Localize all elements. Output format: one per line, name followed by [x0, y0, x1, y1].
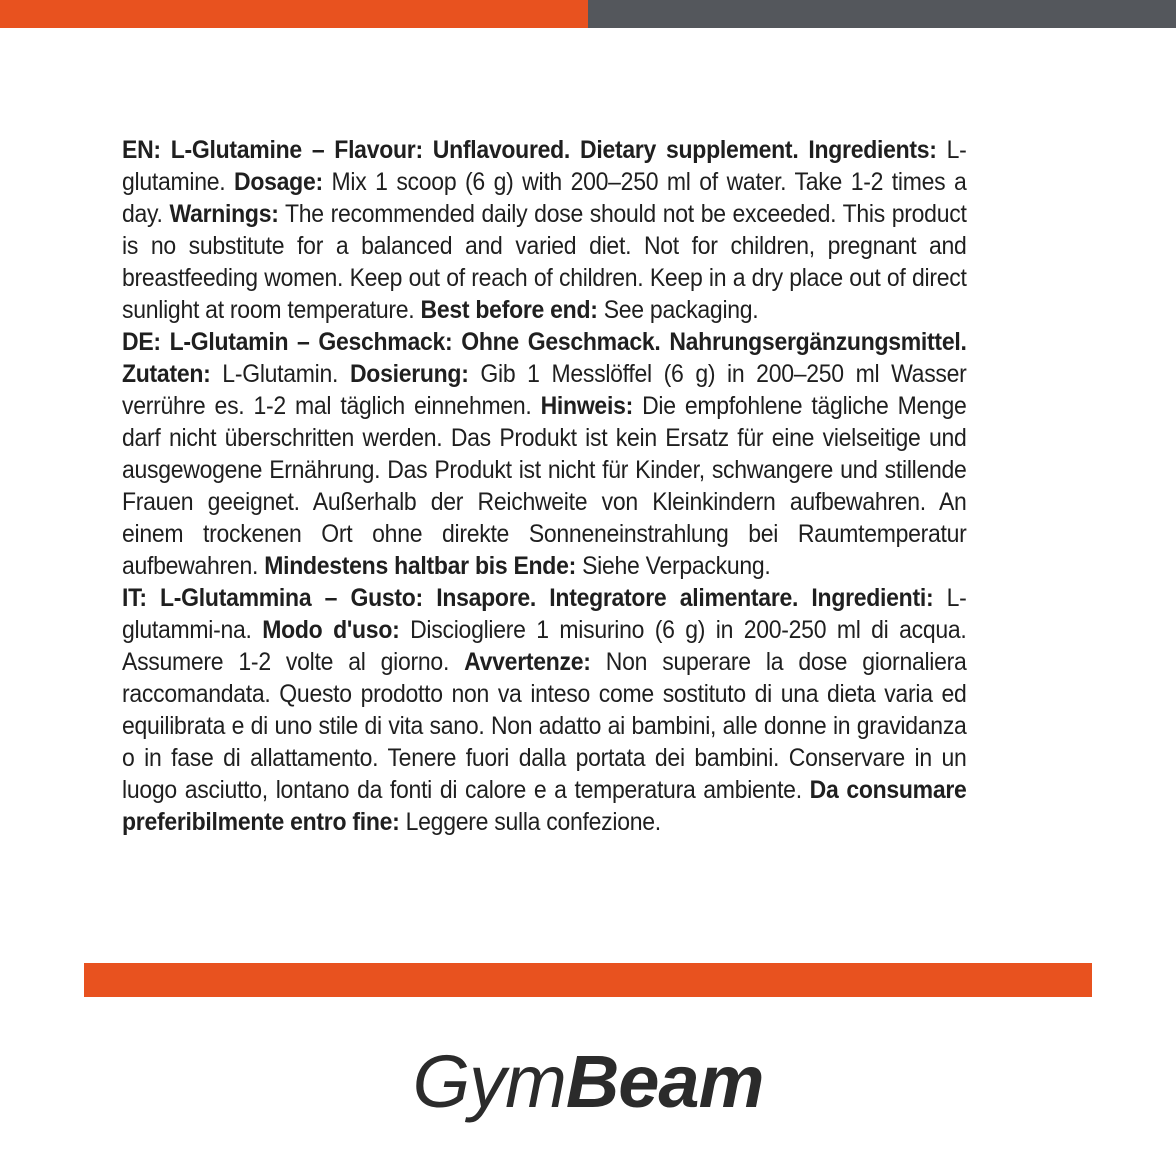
it-warnings-label: Avvertenze: [464, 648, 591, 676]
top-orange-bar [0, 0, 588, 28]
it-dosage-label: Modo d'uso: [262, 616, 400, 644]
label-section-de [122, 326, 967, 582]
product-label-text [122, 134, 967, 838]
en-best-before-label: Best before end: [420, 296, 598, 324]
en-warnings: The recommended daily dose should not be exceeded. This product is no substitute for a balanced and varied diet. Not for children, pregnant and breastfeeding women. Keep out of reach of children. Keep in a dry place out of direct sunlight at room temperature. [122, 200, 967, 324]
de-warnings: Die empfohlene tägliche Menge darf nicht überschritten werden. Das Produkt ist kein Ersatz für eine vielseitige und ausgewogene Ernährung. Das Produkt ist nicht für Kinder, schwangere und stillende Frauen geeignet. Außerhalb der Reichweite von Kleinkindern aufbewahren. An einem trockenen Ort ohne direkte Sonneneinstrahlung bei Raumtemperatur aufbewahren. [122, 392, 967, 580]
en-heading: EN: L-Glutamine – Flavour: Unflavoured. Dietary supplement. Ingredients: [122, 136, 937, 164]
bottom-orange-bar [84, 963, 1092, 997]
it-heading: IT: L-Glutammina – Gusto: Insapore. Integratore alimentare. Ingredienti: [122, 584, 934, 612]
logo-gym: Gym [412, 1040, 566, 1123]
en-warnings-label: Warnings: [169, 200, 279, 228]
de-best-before: Siehe Verpackung. [575, 552, 771, 580]
en-dosage-label: Dosage: [234, 168, 323, 196]
de-dosage-label: Dosierung: [349, 360, 469, 388]
gymbeam-logo [0, 1032, 1176, 1132]
en-dosage: Mix 1 scoop (6 g) with 200–250 ml of water. Take 1-2 times a day. [122, 168, 967, 228]
logo-beam: Beam [565, 1040, 764, 1123]
de-dosage: Gib 1 Messlöffel (6 g) in 200–250 ml Wasser verrühre es. 1-2 mal täglich einnehmen. [122, 360, 967, 420]
de-warnings-label: Hinweis: [540, 392, 633, 420]
de-heading: DE: L-Glutamin – Geschmack: Ohne Geschmack. Nahrungsergänzungsmittel. Zutaten: [122, 328, 967, 388]
de-best-before-label: Mindestens haltbar bis Ende: [264, 552, 576, 580]
en-best-before: See packaging. [597, 296, 759, 324]
it-ingredients: L-glutammi-na. [122, 584, 967, 644]
de-ingredients: L-Glutamin. [210, 360, 350, 388]
top-gray-bar [588, 0, 1176, 28]
it-best-before-label: Da consumare preferibilmente entro fine: [122, 776, 967, 836]
label-section-en [122, 134, 967, 326]
it-warnings: Non superare la dose giornaliera raccomandata. Questo prodotto non va inteso come sostituto di una dieta varia ed equilibrata e di uno stile di vita sano. Non adatto ai bambini, alle donne in gravidanza o in fase di allattamento. Tenere fuori dalla portata dei bambini. Conservare in un luogo asciutto, lontano da fonti di calore e a temperatura ambiente. [122, 648, 967, 804]
it-dosage: Disciogliere 1 misurino (6 g) in 200-250 ml di acqua. Assumere 1-2 volte al giorno. [122, 616, 967, 676]
en-ingredients: L-glutamine. [122, 136, 967, 196]
label-section-it [122, 582, 967, 838]
it-best-before: Leggere sulla confezione. [399, 808, 661, 836]
